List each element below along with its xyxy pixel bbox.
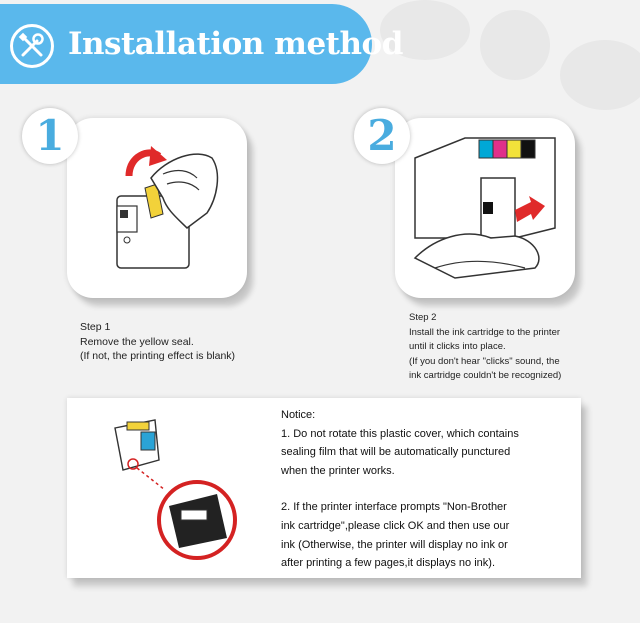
- header-banner: [0, 4, 403, 84]
- page-title: Installation method: [68, 26, 403, 62]
- step-2-number: 2: [354, 108, 410, 164]
- notice-line: ink cartridge",please click OK and then use our: [281, 519, 510, 532]
- cartridge-cover-illustration: [67, 398, 267, 578]
- step-2-illustration: [395, 118, 575, 298]
- background-blob: [560, 40, 640, 110]
- notice-line: sealing film that will be automatically punctured: [281, 446, 511, 459]
- step-1-line: Remove the yellow seal.: [80, 335, 194, 348]
- step-1-number: 1: [22, 108, 78, 164]
- notice-text: [281, 406, 519, 573]
- step-1-description: [80, 320, 235, 364]
- step-2-line: ink cartridge couldn't be recognized): [409, 370, 562, 381]
- notice-line: 1. Do not rotate this plastic cover, which contains: [281, 427, 519, 440]
- step-2-label: Step 2: [409, 312, 437, 323]
- step-1-card: [67, 118, 247, 298]
- step-1-label: Step 1: [80, 321, 111, 333]
- notice-line: after printing a few pages,it displays no ink).: [281, 557, 496, 570]
- background-blob: [480, 10, 550, 80]
- step-2-line: until it clicks into place.: [409, 341, 506, 352]
- step-2-card: [395, 118, 575, 298]
- tools-icon: [10, 24, 54, 68]
- notice-line: 2. If the printer interface prompts "Non-Brother: [281, 501, 507, 514]
- step-2-description: [409, 311, 561, 384]
- notice-heading: Notice:: [281, 409, 316, 421]
- notice-line: when the printer works.: [281, 464, 395, 477]
- step-1-line: (If not, the printing effect is blank): [80, 350, 236, 362]
- notice-line: ink (Otherwise, the printer will display no ink or: [281, 538, 508, 551]
- step-2-line: (If you don't hear "clicks" sound, the: [409, 355, 560, 367]
- step-2-line: Install the ink cartridge to the printer: [409, 326, 561, 338]
- notice-box: [67, 398, 581, 578]
- step-1-illustration: [67, 118, 247, 298]
